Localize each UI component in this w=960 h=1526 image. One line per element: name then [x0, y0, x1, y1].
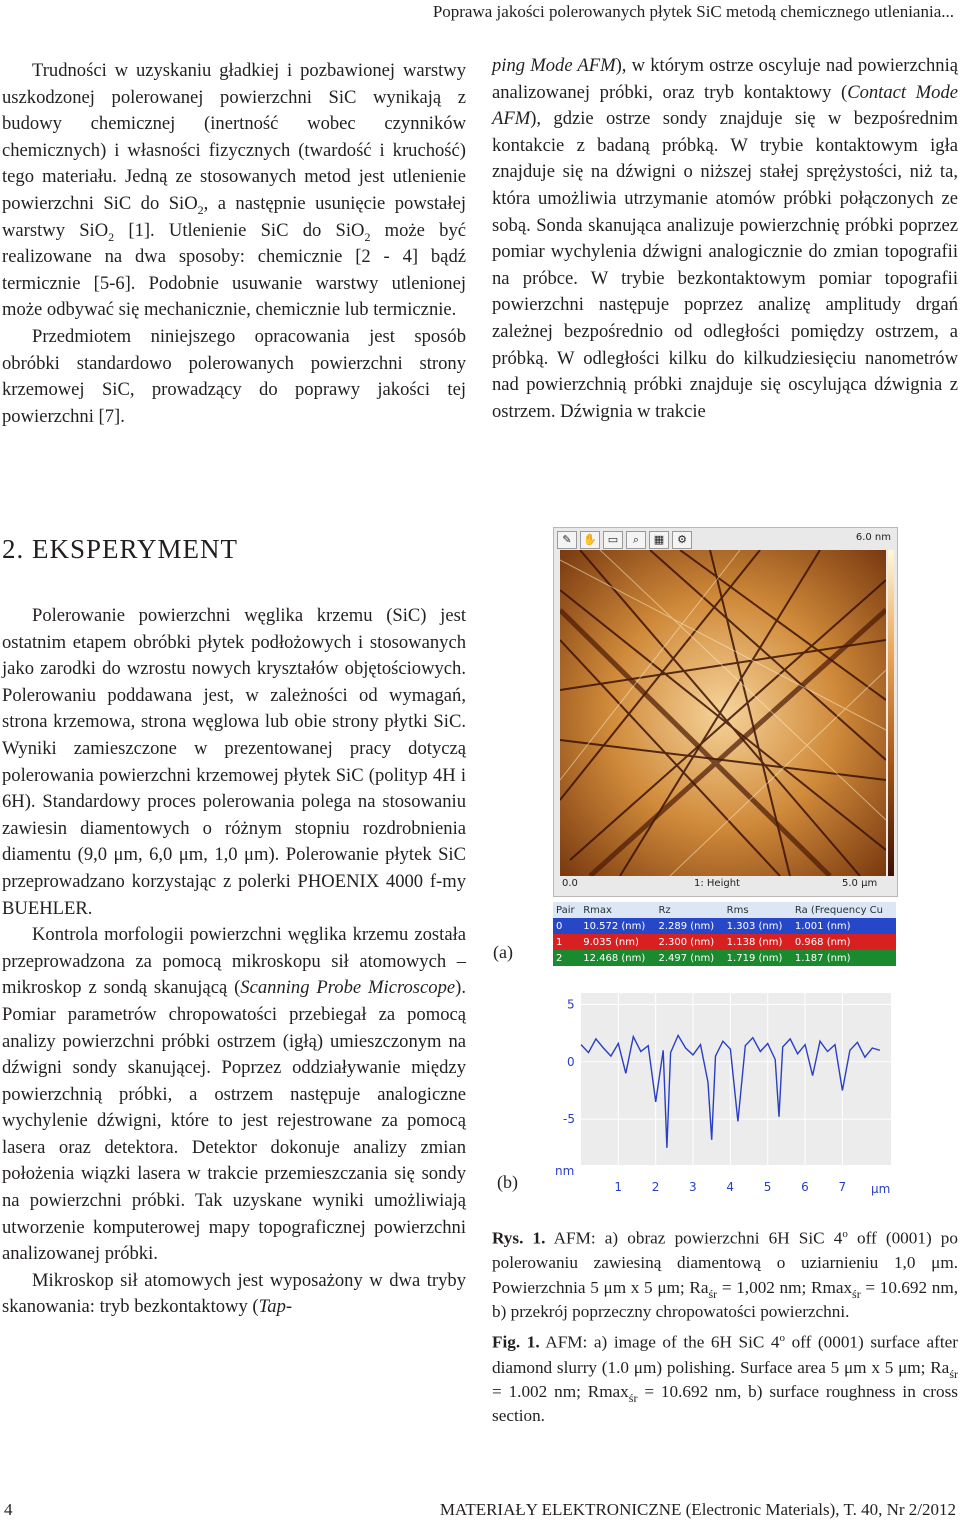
y-tick-label: 5	[567, 997, 575, 1012]
table-cell: 1.001 (nm)	[792, 918, 896, 934]
x-tick-label: 5	[763, 1180, 772, 1194]
table-cell: 1.303 (nm)	[724, 918, 792, 934]
caption-english: Fig. 1. AFM: a) image of the 6H SiC 4$^o$ off (0001) surface after diamond slurry (1.0 μm) polishing. Surface area 5 μm x 5 μm; $Ra_{śr} = 1.002$ nm; Rmax$_{śr}$ = 10.692 nm, b) surface roughness in cross section.	[492, 1332, 958, 1426]
paragraph-polishing: Polerowanie powierzchni węglika krzemu (SiC) jest ostatnim etapem obróbki płytek podłożowych i stosowanych jako zarodki do wzrostu nowych kryształów objętościowych. Polerowaniu poddawana jest, w zależności od wymagań, strona krzemowa, strona węglowa lub obie strony płytki SiC. Wyniki zamieszczone w prezentowanej pracy dotyczą polerowania powierzchni krzemowej płytek SiC (polityp 4H i 6H). Standardowy proces polerowania polega na stosowaniu zawiesin diamentowych o różnym stopniu rozdrobnienia diamentu (9,0 μm, 6,0 μm, 1,0 μm). Polerowanie płytek SiC przeprowadzano korzystając z polerki PHOENIX 4000 f-my BUEHLER.	[2, 605, 466, 919]
settings-icon[interactable]: ⚙	[672, 531, 692, 549]
x-tick-label: 1	[614, 1180, 622, 1194]
right-column-top	[492, 53, 958, 425]
table-cell: 0.968 (nm)	[792, 934, 896, 950]
page-number: 4	[4, 1500, 13, 1519]
table-header: Rmax	[580, 902, 655, 918]
table-header: Rz	[655, 902, 723, 918]
table-header: Pair	[553, 902, 580, 918]
afm-topography-image	[560, 550, 886, 876]
table-cell: 0	[553, 918, 580, 934]
table-row[interactable]	[553, 934, 896, 950]
left-column-top	[2, 58, 466, 430]
paragraph-purpose: Przedmiotem niniejszego opracowania jest sposób obróbki standardowo polerowanych powierzchni strony krzemowej SiC, prowadzący do poprawy jakości tej powierzchni [7].	[2, 325, 466, 427]
running-header: Poprawa jakości polerowanych płytek SiC metodą chemicznego utleniania...	[432, 2, 954, 21]
table-cell: 1.719 (nm)	[724, 950, 792, 966]
afm-toolbar	[557, 531, 692, 549]
table-cell: 1.138 (nm)	[724, 934, 792, 950]
hand-icon[interactable]: ✋	[580, 531, 600, 549]
profile-chart	[553, 985, 898, 1200]
figure-label-b: (b)	[497, 1172, 518, 1192]
paragraph-afm-modes: ping Mode AFM), w którym ostrze oscyluje nad powierzchnią analizowanej próbki, oraz tryb kontaktowy (Contact Mode AFM), gdzie ostrze sondy znajduje się w bezpośrednim kontakcie z badaną próbką. W trybie kontaktowym igła znajduje się na dźwigni o niższej stałej sprężystości, niż ta, która umożliwia utrzymanie atomów próbki połączonych ze sobą. Sonda skanująca analizuje powierzchnię próbki poprzez pomiar wychylenia dźwigni analogicznie do zmian topografii na próbce. W trybie bezkontaktowym pomiar topografii powierzchni następuje poprzez analizę amplitudy drgań zależnej bezpośrednio od odległości pomiędzy ostrzem, a próbką. W odległości kilku do kilkudziesięciu nanometrów nad powierzchnią próbki znajduje się oscylująca dźwignia z ostrzem. Dźwignia w trakcie	[492, 55, 958, 422]
x-tick-label: 4	[726, 1180, 735, 1194]
table-header-row	[553, 902, 896, 918]
pencil-icon[interactable]: ✎	[557, 531, 577, 549]
journal-footer: MATERIAŁY ELEKTRONICZNE (Electronic Materials), T. 40, Nr 2/2012	[439, 1500, 956, 1519]
x-tick-label: 7	[838, 1180, 847, 1194]
y-tick-label: 0	[567, 1054, 575, 1069]
section-heading: 2. EKSPERYMENT	[2, 534, 239, 564]
table-row[interactable]	[553, 950, 896, 966]
table-row[interactable]	[553, 918, 896, 934]
afm-scale-top: 6.0 nm	[855, 532, 891, 543]
table-cell: 1.187 (nm)	[792, 950, 896, 966]
table-cell: 9.035 (nm)	[580, 934, 655, 950]
left-column-experiment	[2, 603, 466, 1321]
table-header: Rms	[724, 902, 792, 918]
table-cell: 1	[553, 934, 580, 950]
roughness-table	[553, 902, 896, 966]
table-cell: 2	[553, 950, 580, 966]
afm-image-window	[553, 527, 898, 897]
x-tick-label: 2	[651, 1180, 660, 1194]
table-cell: 2.497 (nm)	[655, 950, 723, 966]
y-tick-label: -5	[563, 1112, 575, 1127]
figure-label-a: (a)	[493, 942, 513, 962]
paragraph-intro: Trudności w uzyskaniu gładkiej i pozbawionej warstwy uszkodzonej polerowanej powierzchni SiC wynikają z budowy chemicznej (inertność wobec czynników chemicznych) i własności fizycznych (twardość i kruchość) tego materiału. Jedną ze stosowanych metod jest utlenienie powierzchni SiC do SiO$_2$, a następnie usunięcie powstałej warstwy SiO$_2$ [1]. Utlenienie SiC do SiO$_2$ może być realizowane na dwa sposoby: chemicznie [2 - 4] bądź termicznie [5-6]. Podobnie usuwanie warstwy utlenionej może odbywać się mechanicznie, chemicznie lub termicznie.	[2, 60, 466, 321]
paragraph-morphology: Kontrola morfologii powierzchni węglika krzemu została przeprowadzona za pomocą mikroskopu sił atomowych – mikroskop z sondą skanującą (Scanning Probe Microscope). Pomiar parametrów chropowatości przebiegał za pomocą analizy powierzchni próbki ostrzem (igłą) umieszczonym na dźwigni sondy skanującej. Poprzez oddziaływanie między powierzchnią próbki, a ostrzem następuje analogiczne wychylenie dźwigni, które to jest rejestrowane za pomocą lasera oraz detektora. Detektor dokonuje analizy zmian położenia wiązki lasera w trakcie przemieszczania się sondy na powierzchni próbki. Tak uzyskane wyniki umożliwiają utworzenie komputerowej mapy topograficznej powierzchni analizowanej próbki.	[2, 924, 466, 1265]
profile-chart-svg	[553, 985, 898, 1200]
figure-caption	[492, 1222, 958, 1429]
x-tick-label: 3	[689, 1180, 697, 1194]
table-header: Ra (Frequency Cu	[792, 902, 896, 918]
y-axis-label: nm	[555, 1164, 575, 1178]
paragraph-afm-intro: Mikroskop sił atomowych jest wyposażony w dwa tryby skanowania: tryb bezkontaktowy (Tap-	[2, 1269, 466, 1318]
caption-polish: Rys. 1. AFM: a) obraz powierzchni 6H SiC 4$^o$ off (0001) po polerowaniu zawiesiną diamentową o uziarnieniu 1,0 μm. Powierzchnia 5 μm x 5 μm; $Ra_{śr} = 1,002$ nm; Rmax$_{śr}$ = 10.692 nm, b) przekrój poprzeczny chropowatości powierzchni.	[492, 1228, 958, 1321]
x-axis-label: µm	[871, 1182, 891, 1196]
afm-axis-zero: 0.0	[562, 878, 578, 889]
afm-color-scale	[888, 550, 894, 876]
crop-icon[interactable]: ▭	[603, 531, 623, 549]
table-cell: 12.468 (nm)	[580, 950, 655, 966]
x-tick-label: 6	[801, 1180, 809, 1194]
afm-topography-svg	[560, 550, 886, 876]
afm-channel-label: 1: Height	[694, 878, 740, 889]
table-cell: 2.289 (nm)	[655, 918, 723, 934]
zoom-icon[interactable]: ⌕	[626, 531, 646, 549]
grid-icon[interactable]: ▦	[649, 531, 669, 549]
table-cell: 2.300 (nm)	[655, 934, 723, 950]
afm-scan-size: 5.0 µm	[842, 878, 878, 889]
table-cell: 10.572 (nm)	[580, 918, 655, 934]
